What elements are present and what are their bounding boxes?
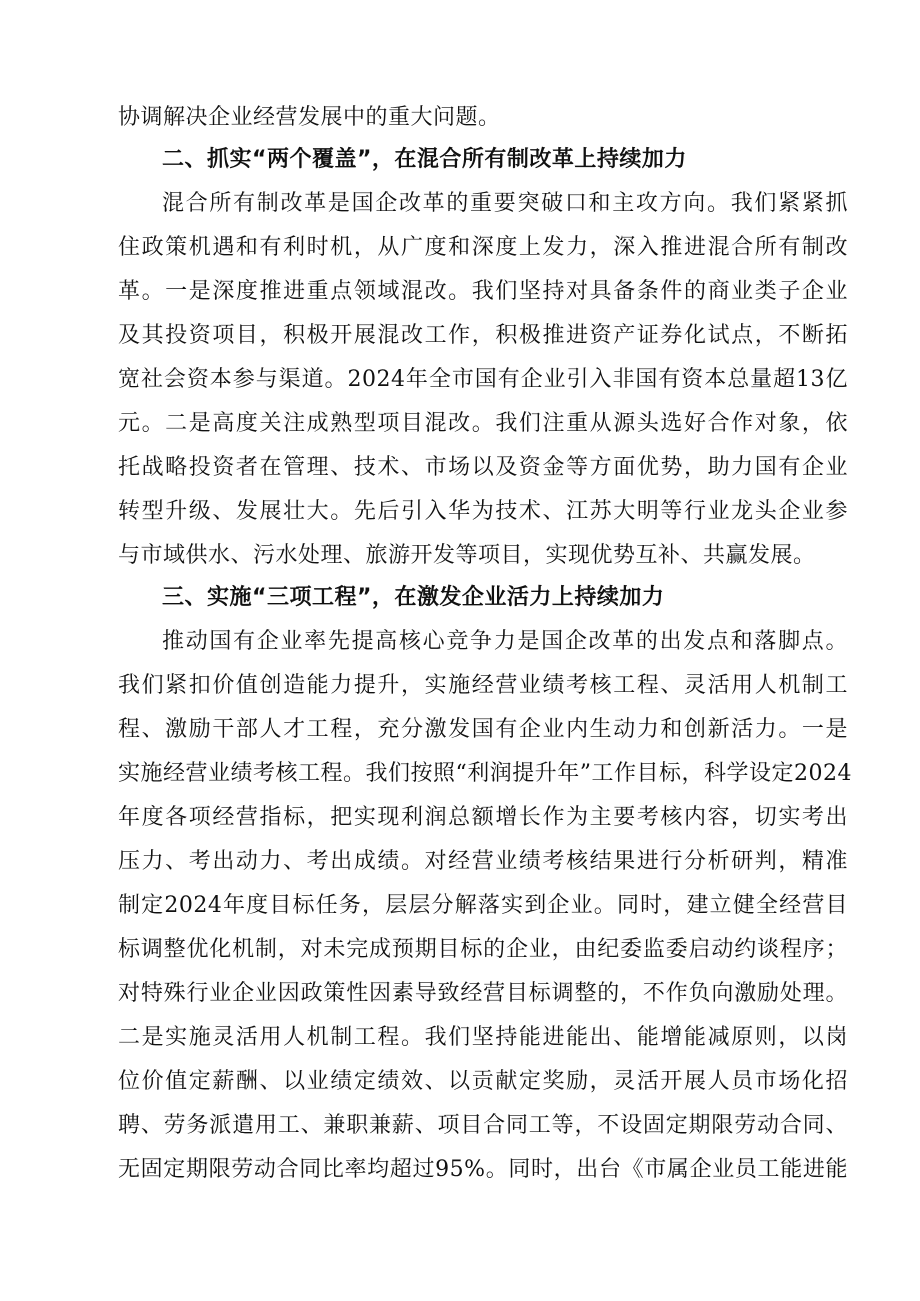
section-heading-3: 三、实施“三项工程”，在激发企业活力上持续加力 [162,585,665,610]
text-line: 实施经营业绩考核工程。我们按照“利润提升年”工作目标，科学设定2024 [118,761,852,786]
text-line: 我们紧扣价值创造能力提升，实施经营业绩考核工程、灵活用人机制工 [118,673,848,698]
text-line: 年度各项经营指标，把实现利润总额增长作为主要考核内容，切实考出 [118,805,848,830]
text-line: 及其投资项目，积极开展混改工作，积极推进资产证券化试点，不断拓 [118,323,848,348]
text-line: 制定2024年度目标任务，层层分解落实到企业。同时，建立健全经营目 [118,893,848,918]
text-line: 与市域供水、污水处理、旅游开发等项目，实现优势互补、共赢发展。 [118,543,816,568]
text-line: 住政策机遇和有利时机，从广度和深度上发力，深入推进混合所有制改 [118,235,848,260]
text-line: 推动国有企业率先提高核心竞争力是国企改革的出发点和落脚点。 [162,629,848,654]
text-line: 混合所有制改革是国企改革的重要突破口和主攻方向。我们紧紧抓 [162,191,848,216]
text-line: 标调整优化机制，对未完成预期目标的企业，由纪委监委启动约谈程序； [118,937,848,962]
text-line: 无固定期限劳动合同比率均超过95%。同时，出台《市属企业员工能进能 [118,1157,848,1182]
text-line: 革。一是深度推进重点领域混改。我们坚持对具备条件的商业类子企业 [118,279,848,304]
text-line: 位价值定薪酬、以业绩定绩效、以贡献定奖励，灵活开展人员市场化招 [118,1069,848,1094]
text-line: 压力、考出动力、考出成绩。对经营业绩考核结果进行分析研判，精准 [118,849,848,874]
text-line: 托战略投资者在管理、技术、市场以及资金等方面优势，助力国有企业 [118,455,848,480]
text-line: 程、激励干部人才工程，充分激发国有企业内生动力和创新活力。一是 [118,717,848,742]
text-line: 协调解决企业经营发展中的重大问题。 [118,105,501,130]
text-line: 对特殊行业企业因政策性因素导致经营目标调整的，不作负向激励处理。 [118,981,848,1006]
text-line: 宽社会资本参与渠道。2024年全市国有企业引入非国有资本总量超13亿 [118,367,848,392]
text-line: 二是实施灵活用人机制工程。我们坚持能进能出、能增能减原则，以岗 [118,1025,848,1050]
section-heading-2: 二、抓实“两个覆盖”，在混合所有制改革上持续加力 [162,147,687,172]
text-line: 聘、劳务派遣用工、兼职兼薪、项目合同工等，不设固定期限劳动合同、 [118,1113,848,1138]
text-line: 转型升级、发展壮大。先后引入华为技术、江苏大明等行业龙头企业参 [118,499,848,524]
text-line: 元。二是高度关注成熟型项目混改。我们注重从源头选好合作对象，依 [118,411,848,436]
